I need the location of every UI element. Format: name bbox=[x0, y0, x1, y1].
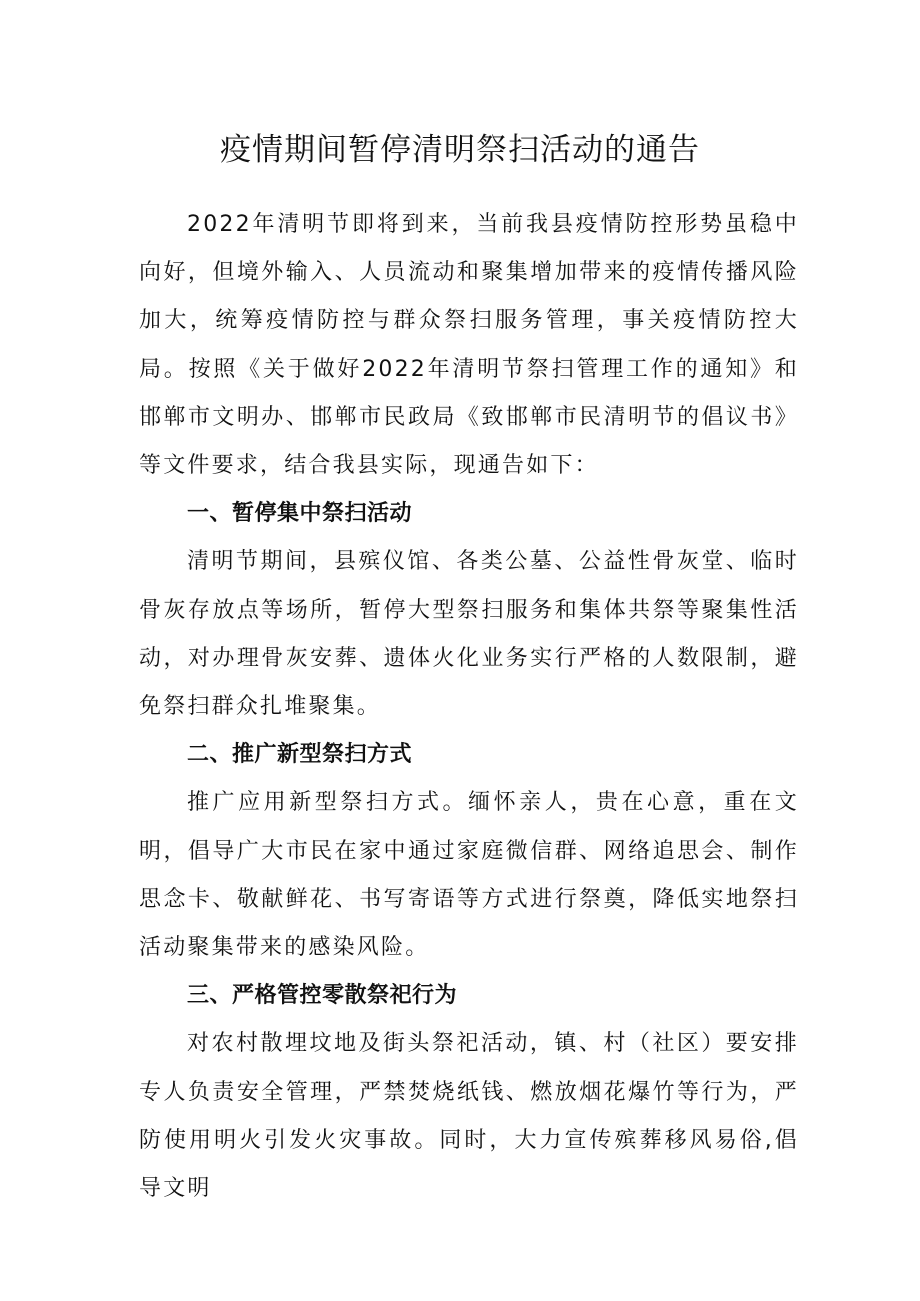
document-body bbox=[139, 201, 799, 1213]
section-paragraph-2: 推广应用新型祭扫方式。缅怀亲人，贵在心意，重在文明，倡导广大市民在家中通过家庭微信群、网络追思会、制作思念卡、敬献鲜花、书写寄语等方式进行祭奠，降低实地祭扫活动聚集带来的感染风险。 bbox=[139, 790, 799, 961]
section-paragraph-1: 清明节期间，县殡仪馆、各类公墓、公益性骨灰堂、临时骨灰存放点等场所，暂停大型祭扫服务和集体共祭等聚集性活动，对办理骨灰安葬、遗体火化业务实行严格的人数限制，避免祭扫群众扎堆聚集。 bbox=[139, 549, 799, 720]
document-title: 疫情期间暂停清明祭扫活动的通告 bbox=[220, 132, 700, 168]
intro-paragraph: 2022年清明节即将到来，当前我县疫情防控形势虽稳中向好，但境外输入、人员流动和聚集增加带来的疫情传播风险加大，统筹疫情防控与群众祭扫服务管理，事关疫情防控大局。按照《关于做好2022年清明节祭扫管理工作的通知》和邯郸市文明办、邯郸市民政局《致邯郸市民清明节的倡议书》等文件要求，结合我县实际，现通告如下： bbox=[139, 212, 799, 479]
section-heading-2: 二、推广新型祭扫方式 bbox=[187, 742, 413, 768]
section-heading-1: 一、暂停集中祭扫活动 bbox=[187, 501, 413, 527]
section-paragraph-3: 对农村散埋坟地及街头祭祀活动，镇、村（社区）要安排专人负责安全管理，严禁焚烧纸钱、燃放烟花爆竹等行为，严防使用明火引发火灾事故。同时，大力宣传殡葬移风易俗,倡导文明 bbox=[139, 1031, 799, 1202]
section-heading-3: 三、严格管控零散祭祀行为 bbox=[187, 983, 458, 1009]
